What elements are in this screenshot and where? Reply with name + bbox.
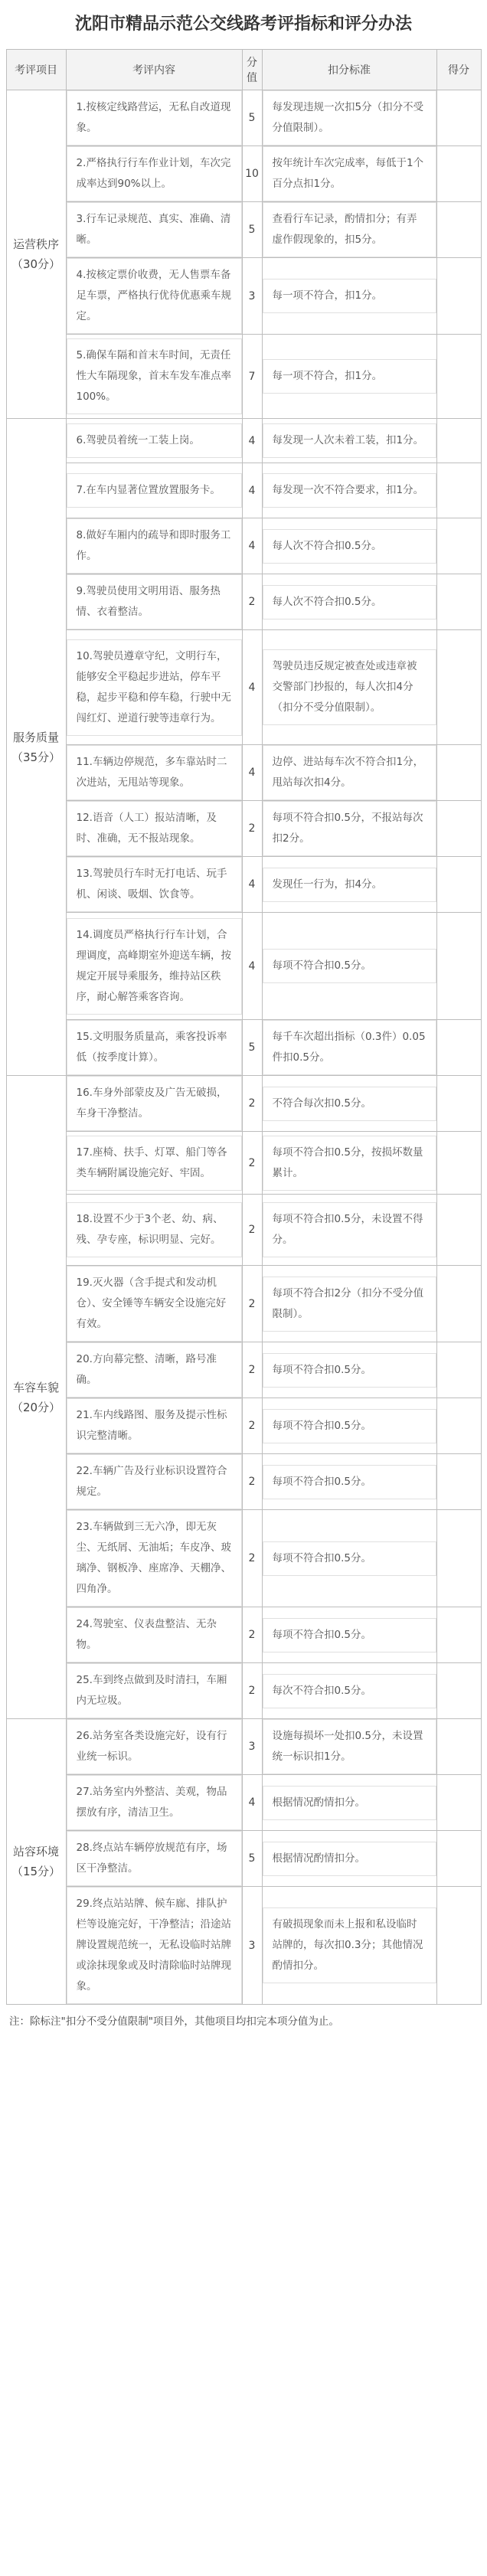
result-cell	[436, 1020, 481, 1076]
table-header-row	[6, 50, 481, 90]
content-text: 28.终点站车辆停放规范有序，场区干净整洁。	[67, 1831, 242, 1886]
criteria-cell	[262, 1831, 436, 1887]
category-cell	[6, 419, 66, 1076]
criteria-cell	[262, 1020, 436, 1076]
content-text: 27.站务室内外整洁、美观，物品摆放有序，清洁卫生。	[67, 1775, 242, 1830]
content-cell	[66, 258, 242, 335]
content-text: 9.驾驶员使用文明用语、服务热情、衣着整洁。	[67, 574, 242, 629]
score-cell: 4	[242, 913, 262, 1020]
header-category: 考评项目	[6, 50, 66, 90]
category-name: 服务质量	[12, 730, 59, 744]
content-cell	[66, 1195, 242, 1266]
result-cell	[436, 1195, 481, 1266]
content-cell	[66, 90, 242, 146]
category-cell	[6, 1076, 66, 1719]
table-row	[6, 1887, 481, 2005]
table-row	[6, 1398, 481, 1454]
result-cell	[436, 1342, 481, 1398]
criteria-text: 按年统计车次完成率，每低于1个百分点扣1分。	[263, 146, 436, 201]
table-row	[6, 1132, 481, 1195]
criteria-text: 设施每损坏一处扣0.5分，未设置统一标识扣1分。	[263, 1719, 436, 1774]
header-criteria: 扣分标准	[262, 50, 436, 90]
content-cell	[66, 913, 242, 1020]
result-cell	[436, 913, 481, 1020]
score-cell: 2	[242, 574, 262, 630]
content-cell	[66, 1020, 242, 1076]
table-row	[6, 1831, 481, 1887]
content-cell	[66, 630, 242, 745]
score-cell: 4	[242, 857, 262, 913]
criteria-text: 每项不符合扣0.5分。	[263, 1618, 436, 1652]
criteria-cell	[262, 857, 436, 913]
score-cell: 2	[242, 1454, 262, 1510]
content-text: 8.做好车厢内的疏导和即时服务工作。	[67, 518, 242, 574]
document-title: 沈阳市精品示范公交线路考评指标和评分办法	[74, 15, 412, 34]
table-row	[6, 1454, 481, 1510]
criteria-cell	[262, 1076, 436, 1132]
result-cell	[436, 146, 481, 202]
category-cell	[6, 1719, 66, 2005]
content-text: 12.语音（人工）报站清晰，及时、准确，无不报站现象。	[67, 801, 242, 856]
table-row	[6, 518, 481, 574]
table-row	[6, 202, 481, 258]
content-text: 16.车身外部蒙皮及广告无破损，车身干净整洁。	[67, 1076, 242, 1131]
criteria-text: 每次不符合扣0.5分。	[263, 1674, 436, 1708]
content-text: 7.在车内显著位置放置服务卡。	[67, 473, 242, 508]
header-content: 考评内容	[66, 50, 242, 90]
criteria-cell	[262, 335, 436, 419]
result-cell	[436, 1398, 481, 1454]
criteria-text: 根据情况酌情扣分。	[263, 1842, 436, 1876]
criteria-cell	[262, 146, 436, 202]
criteria-cell	[262, 202, 436, 258]
result-cell	[436, 574, 481, 630]
content-text: 20.方向幕完整、清晰，路号准确。	[67, 1342, 242, 1398]
category-name: 运营秩序	[12, 237, 59, 251]
score-cell: 4	[242, 463, 262, 518]
criteria-cell	[262, 913, 436, 1020]
content-cell	[66, 1607, 242, 1663]
score-cell: 2	[242, 1663, 262, 1719]
score-cell: 4	[242, 630, 262, 745]
content-text: 14.调度员严格执行行车计划，合理调度，高峰期室外迎送车辆，按规定开展导乘服务，维持站区秩序，耐心解答乘客咨询。	[67, 918, 242, 1015]
criteria-cell	[262, 518, 436, 574]
content-text: 10.驾驶员遵章守纪，文明行车，能够安全平稳起步进站，停车平稳，起步平稳和停车稳，行驶中无闯红灯、逆道行驶等违章行为。	[67, 639, 242, 736]
result-cell	[436, 1607, 481, 1663]
content-text: 22.车辆广告及行业标识设置符合规定。	[67, 1454, 242, 1509]
content-cell	[66, 518, 242, 574]
content-text: 18.设置不少于3个老、幼、病、残、孕专座，标识明显、完好。	[67, 1202, 242, 1257]
table-row	[6, 801, 481, 857]
score-cell: 3	[242, 1719, 262, 1775]
content-cell	[66, 1132, 242, 1195]
result-cell	[436, 801, 481, 857]
header-score: 分值	[242, 50, 262, 90]
criteria-text: 每人次不符合扣0.5分。	[263, 529, 436, 564]
content-cell	[66, 146, 242, 202]
result-cell	[436, 630, 481, 745]
score-cell: 2	[242, 1132, 262, 1195]
table-row	[6, 419, 481, 463]
table-row	[6, 745, 481, 801]
criteria-text: 每项不符合扣0.5分。	[263, 1465, 436, 1499]
criteria-text: 发现任一行为，扣4分。	[263, 868, 436, 902]
content-text: 11.车辆边停规范，多车靠站时二次进站，无甩站等现象。	[67, 745, 242, 800]
result-cell	[436, 745, 481, 801]
content-text: 6.驾驶员着统一工装上岗。	[67, 423, 242, 458]
table-row	[6, 1719, 481, 1775]
table-row	[6, 1663, 481, 1719]
criteria-cell	[262, 463, 436, 518]
score-cell: 2	[242, 1266, 262, 1342]
content-text: 26.站务室各类设施完好，设有行业统一标识。	[67, 1719, 242, 1774]
table-row	[6, 463, 481, 518]
criteria-cell	[262, 574, 436, 630]
category-points: （15分）	[11, 1865, 61, 1878]
score-cell: 4	[242, 745, 262, 801]
result-cell	[436, 258, 481, 335]
content-cell	[66, 202, 242, 258]
criteria-text: 每项不符合扣0.5分。	[263, 1353, 436, 1388]
table-row	[6, 1020, 481, 1076]
content-cell	[66, 1510, 242, 1607]
score-cell: 7	[242, 335, 262, 419]
content-cell	[66, 1076, 242, 1132]
score-cell: 10	[242, 146, 262, 202]
result-cell	[436, 90, 481, 146]
table-row	[6, 1342, 481, 1398]
table-row	[6, 1510, 481, 1607]
criteria-cell	[262, 1607, 436, 1663]
criteria-text: 每发现一人次未着工装，扣1分。	[263, 423, 436, 458]
criteria-text: 每一项不符合，扣1分。	[263, 359, 436, 394]
criteria-cell	[262, 1342, 436, 1398]
score-cell: 2	[242, 1398, 262, 1454]
criteria-cell	[262, 1398, 436, 1454]
criteria-text: 有破损现象而未上报和私设临时站牌的，每次扣0.3分；其他情况酌情扣分。	[263, 1907, 436, 1983]
content-cell	[66, 1398, 242, 1454]
table-row	[6, 857, 481, 913]
content-cell	[66, 1831, 242, 1887]
content-text: 15.文明服务质量高，乘客投诉率低（按季度计算）。	[67, 1020, 242, 1075]
result-cell	[436, 463, 481, 518]
content-text: 2.严格执行行车作业计划，车次完成率达到90%以上。	[67, 146, 242, 201]
category-points: （30分）	[11, 257, 61, 271]
score-cell: 5	[242, 1831, 262, 1887]
category-cell	[6, 90, 66, 419]
category-name: 车容车貌	[12, 1380, 59, 1394]
result-cell	[436, 518, 481, 574]
criteria-text: 每项不符合扣0.5分，按损坏数量累计。	[263, 1136, 436, 1191]
score-cell: 5	[242, 1020, 262, 1076]
content-cell	[66, 419, 242, 463]
criteria-text: 每发现一次不符合要求，扣1分。	[263, 473, 436, 508]
table-row	[6, 1607, 481, 1663]
criteria-text: 每人次不符合扣0.5分。	[263, 585, 436, 619]
content-text: 5.确保车隔和首末车时间，无责任性大车隔现象，首末车发车准点率100%。	[67, 338, 242, 414]
criteria-cell	[262, 419, 436, 463]
result-cell	[436, 1887, 481, 2005]
content-text: 17.座椅、扶手、灯罩、船门等各类车辆附属设施完好、牢固。	[67, 1136, 242, 1191]
result-cell	[436, 1510, 481, 1607]
criteria-text: 边停、进站每车次不符合扣1分，甩站每次扣4分。	[263, 745, 436, 800]
header-result: 得分	[436, 50, 481, 90]
content-cell	[66, 1775, 242, 1831]
result-cell	[436, 1775, 481, 1831]
content-cell	[66, 335, 242, 419]
criteria-cell	[262, 1775, 436, 1831]
criteria-cell	[262, 630, 436, 745]
criteria-text: 不符合每次扣0.5分。	[263, 1087, 436, 1121]
table-row	[6, 258, 481, 335]
criteria-text: 每项不符合扣0.5分。	[263, 1541, 436, 1576]
footnote: 注：除标注"扣分不受分值限制"项目外，其他项目均扣完本项分值为止。	[9, 2015, 339, 2028]
content-cell	[66, 1719, 242, 1775]
criteria-text: 每项不符合扣0.5分。	[263, 1409, 436, 1443]
category-points: （35分）	[11, 750, 61, 764]
score-cell: 5	[242, 202, 262, 258]
content-cell	[66, 857, 242, 913]
score-cell: 2	[242, 1195, 262, 1266]
table-row	[6, 146, 481, 202]
result-cell	[436, 335, 481, 419]
table-body	[6, 90, 481, 2005]
table-row	[6, 630, 481, 745]
result-cell	[436, 857, 481, 913]
content-text: 25.车到终点做到及时清扫，车厢内无垃圾。	[67, 1663, 242, 1718]
score-cell: 3	[242, 258, 262, 335]
content-cell	[66, 1266, 242, 1342]
score-cell: 5	[242, 90, 262, 146]
criteria-text: 驾驶员违反规定被查处或违章被交警部门抄报的，每人次扣4分（扣分不受分值限制）。	[263, 649, 436, 725]
criteria-text: 每发现违规一次扣5分（扣分不受分值限制）。	[263, 90, 436, 145]
score-cell: 3	[242, 1887, 262, 2005]
score-cell: 4	[242, 419, 262, 463]
criteria-text: 每项不符合扣0.5分，不报站每次扣2分。	[263, 801, 436, 856]
criteria-cell	[262, 1454, 436, 1510]
result-cell	[436, 1132, 481, 1195]
result-cell	[436, 1266, 481, 1342]
criteria-cell	[262, 801, 436, 857]
table-row	[6, 1775, 481, 1831]
criteria-text: 每千车次超出指标（0.3件）0.05件扣0.5分。	[263, 1020, 436, 1075]
score-cell: 4	[242, 518, 262, 574]
content-text: 24.驾驶室、仪表盘整洁、无杂物。	[67, 1607, 242, 1662]
criteria-cell	[262, 258, 436, 335]
table-row	[6, 913, 481, 1020]
table-row	[6, 335, 481, 419]
result-cell	[436, 1454, 481, 1510]
criteria-cell	[262, 1195, 436, 1266]
content-text: 13.驾驶员行车时无打电话、玩手机、闲谈、吸烟、饮食等。	[67, 857, 242, 912]
content-cell	[66, 1663, 242, 1719]
score-cell: 2	[242, 1510, 262, 1607]
content-cell	[66, 1454, 242, 1510]
category-name: 站容环境	[12, 1845, 59, 1858]
content-text: 29.终点站站牌、候车廊、排队护栏等设施完好，干净整洁；沿途站牌设置规范统一，无私设临时站牌或涂抹现象或及时清除临时站牌现象。	[67, 1887, 242, 2004]
result-cell	[436, 1831, 481, 1887]
criteria-cell	[262, 1510, 436, 1607]
score-cell: 2	[242, 1342, 262, 1398]
content-cell	[66, 801, 242, 857]
content-text: 3.行车记录规范、真实、准确、清晰。	[67, 202, 242, 257]
criteria-cell	[262, 1266, 436, 1342]
content-cell	[66, 1887, 242, 2005]
content-text: 19.灭火器（含手提式和发动机仓）、安全锤等车辆安全设施完好有效。	[67, 1266, 242, 1342]
score-cell: 4	[242, 1775, 262, 1831]
criteria-cell	[262, 1132, 436, 1195]
result-cell	[436, 1076, 481, 1132]
criteria-text: 根据情况酌情扣分。	[263, 1786, 436, 1820]
content-cell	[66, 745, 242, 801]
score-cell: 2	[242, 801, 262, 857]
content-text: 1.按核定线路营运，无私自改道现象。	[67, 90, 242, 145]
criteria-cell	[262, 1663, 436, 1719]
criteria-text: 每项不符合扣0.5分，未设置不得分。	[263, 1202, 436, 1257]
content-text: 23.车辆做到三无六净，即无灰尘、无纸屑、无油垢；车皮净、玻璃净、钢板净、座席净、天棚净、四角净。	[67, 1510, 242, 1607]
criteria-text: 查看行车记录，酌情扣分；有弄虚作假现象的，扣5分。	[263, 202, 436, 257]
score-cell: 2	[242, 1076, 262, 1132]
result-cell	[436, 419, 481, 463]
score-cell: 2	[242, 1607, 262, 1663]
table-row	[6, 1195, 481, 1266]
criteria-text: 每一项不符合，扣1分。	[263, 279, 436, 313]
criteria-cell	[262, 90, 436, 146]
criteria-cell	[262, 1719, 436, 1775]
table-row	[6, 1076, 481, 1132]
table-row	[6, 574, 481, 630]
result-cell	[436, 1663, 481, 1719]
content-cell	[66, 1342, 242, 1398]
table-row	[6, 1266, 481, 1342]
result-cell	[436, 202, 481, 258]
criteria-cell	[262, 745, 436, 801]
table-row	[6, 90, 481, 146]
content-text: 21.车内线路图、服务及提示性标识完整清晰。	[67, 1398, 242, 1453]
content-text: 4.按核定票价收费，无人售票车备足车票，严格执行优待优惠乘车规定。	[67, 258, 242, 334]
criteria-text: 每项不符合扣0.5分。	[263, 949, 436, 983]
evaluation-table	[6, 49, 482, 2005]
content-cell	[66, 463, 242, 518]
result-cell	[436, 1719, 481, 1775]
category-points: （20分）	[11, 1400, 61, 1414]
content-cell	[66, 574, 242, 630]
criteria-text: 每项不符合扣2分（扣分不受分值限制）。	[263, 1277, 436, 1332]
criteria-cell	[262, 1887, 436, 2005]
